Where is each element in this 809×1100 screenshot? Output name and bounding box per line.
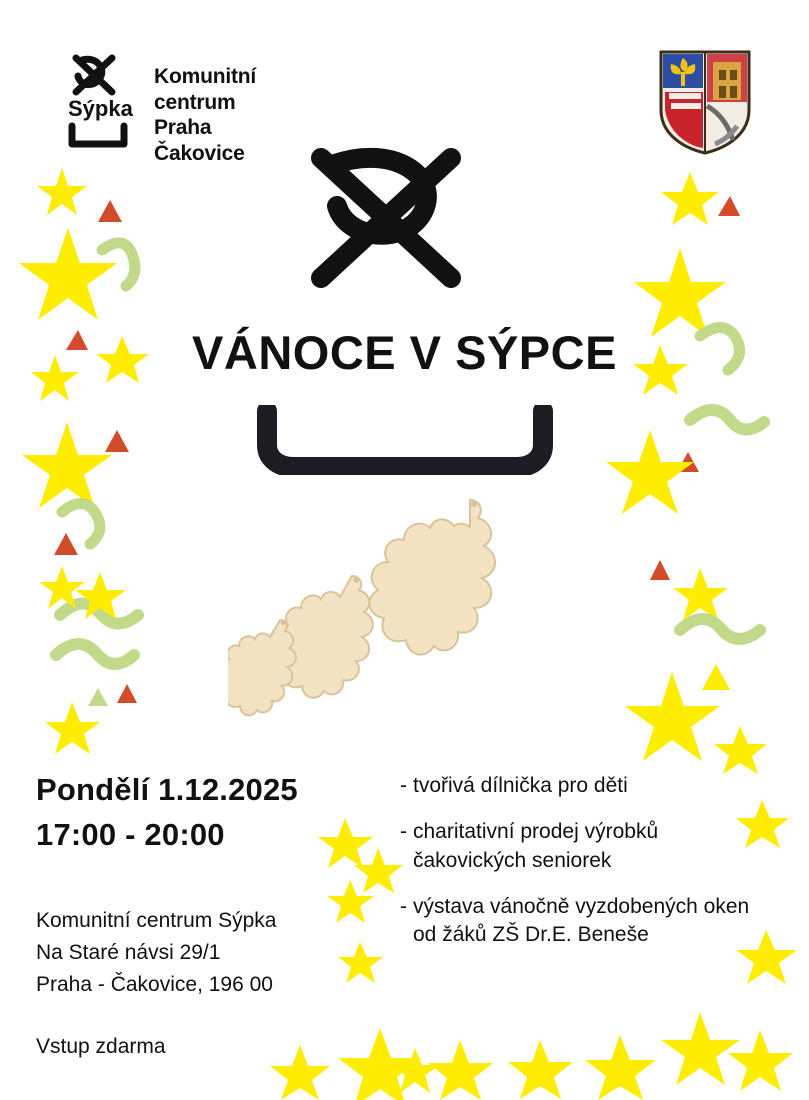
entry-info: Vstup zdarma [36, 1035, 166, 1058]
org-line-4: Čakovice [154, 141, 245, 165]
venue-city: Praha - Čakovice, 196 00 [36, 972, 273, 996]
central-sypka-emblem-icon [0, 140, 809, 310]
page-title: VÁNOCE V SÝPCE [192, 326, 617, 379]
bullet-dash: - [400, 820, 407, 844]
program-item-text: tvořivá dílnička pro děti [413, 774, 628, 797]
venue-address [36, 905, 276, 1001]
event-date: Pondělí 1.12.2025 [36, 772, 298, 807]
venue-name: Komunitní centrum Sýpka [36, 909, 277, 932]
sypka-logo-icon [62, 52, 138, 147]
event-datetime [36, 768, 298, 858]
bullet-dash: - [400, 774, 407, 797]
list-item [400, 772, 770, 800]
basket-shape-icon [0, 405, 809, 475]
org-line-1: Komunitní [154, 65, 257, 88]
org-line-2: centrum [154, 90, 236, 114]
bullet-dash: - [400, 895, 407, 919]
program-list [400, 772, 770, 968]
program-item-text: výstava vánočně vyzdobených oken od žáků ZŠ Dr.E. Beneše [413, 895, 750, 947]
list-item [400, 893, 770, 950]
wooden-christmas-tree-ornaments-photo [228, 490, 558, 730]
list-item [400, 818, 770, 875]
event-time: 17:00 - 20:00 [36, 816, 225, 852]
org-line-3: Praha [154, 116, 212, 140]
svg-text:Sýpka: Sýpka [68, 96, 133, 121]
venue-street: Na Staré návsi 29/1 [36, 940, 221, 964]
program-item-text: charitativní prodej výrobků čakovických seniorek [413, 820, 659, 872]
